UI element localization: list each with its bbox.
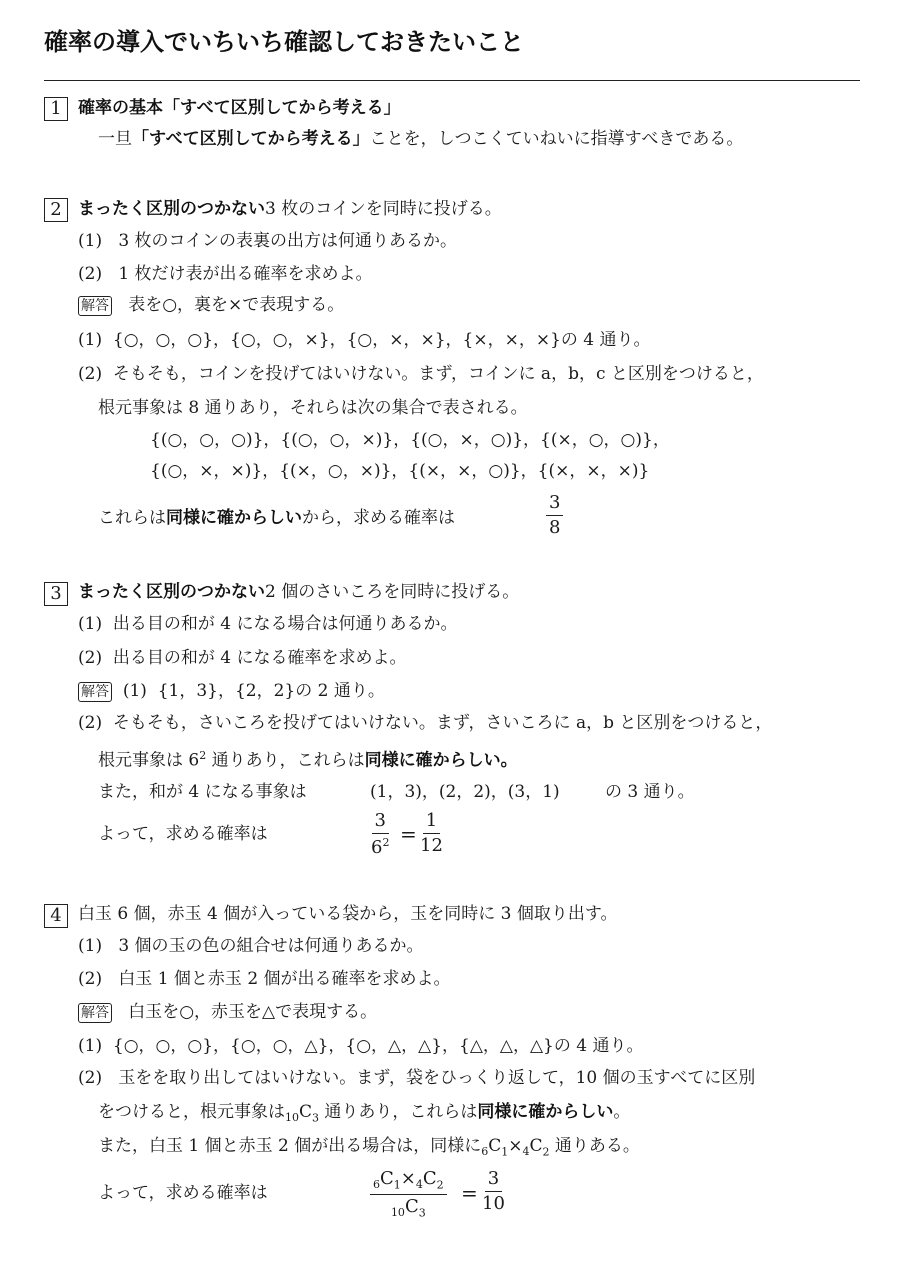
section-4-heading: 白玉 6 個，赤玉 4 個が入っている袋から，玉を同時に 3 個取り出す。 — [78, 904, 618, 924]
q-text: 3 個の玉の色の組合せは何通りあるか。 — [118, 936, 424, 956]
denominator: 12 — [420, 835, 443, 856]
comb-sub: 1 — [393, 1178, 401, 1192]
denominator: 10 — [482, 1193, 505, 1214]
section-2-result-fraction — [546, 494, 563, 537]
section-3-a2-line2 — [98, 750, 518, 770]
q-text: 3 枚のコインの表裏の出方は何通りあるか。 — [118, 231, 458, 251]
section-3-q1 — [78, 616, 458, 633]
numerator — [370, 1170, 447, 1195]
answer-intro-text: 白玉を○，赤玉を△で表現する。 — [128, 1002, 378, 1022]
section-2-a2-line1 — [78, 366, 764, 383]
comb-letter: C — [488, 1136, 502, 1156]
heading-rest: 2 個のさいころを同時に投げる。 — [265, 582, 520, 602]
section-3-event-pre: また，和が 4 になる事象は — [98, 782, 307, 802]
section-2-set-row1: {(○，○，○)}，{(○，○，×)}，{(○，×，○)}，{(×，○，○)}， — [150, 430, 670, 450]
body-suffix: ことを，しつこくていねいに指導すべきである。 — [369, 129, 744, 149]
conclusion-bold: 同様に確からしい — [166, 508, 302, 528]
section-4-q2 — [78, 971, 451, 988]
section-2-q2 — [78, 266, 373, 283]
section-3-event-list: (1，3)，(2，2)，(3，1) — [370, 782, 560, 802]
comb-pre: 6 — [481, 1145, 489, 1158]
title-divider — [44, 80, 860, 81]
q-text: 出る目の和が 4 になる確率を求めよ。 — [112, 648, 407, 668]
times-sign: × — [508, 1136, 523, 1156]
section-2-a1 — [78, 332, 651, 349]
section-2-heading — [78, 201, 502, 218]
answer-badge: 解答 — [78, 682, 112, 702]
section-3-fraction-right — [420, 812, 443, 855]
comb-sub: 3 — [418, 1206, 426, 1220]
section-2-conclusion — [98, 510, 455, 527]
section-2-set-row2: {(○，×，×)}，{(×，○，×)}，{(×，×，○)}，{(×，×，×)} — [150, 461, 650, 481]
bold-text: 同様に確からしい。 — [364, 750, 518, 771]
section-4-conclusion: よって，求める確率は — [98, 1183, 268, 1203]
exponent: 2 — [382, 836, 390, 849]
base: 6 — [371, 837, 383, 858]
section-4-q1 — [78, 938, 424, 955]
exponent: 2 — [199, 749, 207, 762]
section-1-heading: 確率の基本「すべて区別してから考える」 — [78, 98, 401, 118]
page-title: 確率の導入でいちいち確認しておきたいこと — [44, 28, 524, 56]
conclusion-pre: これらは — [98, 508, 166, 528]
a-label: (1) — [78, 1036, 103, 1056]
section-3-fraction-left — [371, 812, 389, 857]
comb-letter: C — [299, 1102, 313, 1122]
a-label: (1) — [122, 681, 147, 701]
q-label: (1) — [78, 614, 103, 634]
q-label: (1) — [78, 231, 103, 251]
a-text: 玉をを取り出してはいけない。まず，袋をひっくり返して，10 個の玉すべてに区別 — [118, 1068, 756, 1088]
comb-letter: C — [422, 1168, 437, 1189]
section-2-a2-line2: 根元事象は 8 通りあり，それらは次の集合で表される。 — [98, 398, 528, 418]
answer-intro-text: 表を○，裏を×で表現する。 — [128, 295, 345, 315]
section-4-fraction-right — [482, 1170, 505, 1213]
section-2-answer-intro — [78, 296, 344, 316]
section-3-event-post: の 3 通り。 — [605, 782, 695, 802]
equals-sign: = — [461, 1181, 478, 1205]
section-3-number: 3 — [44, 582, 68, 606]
comb-pre: 10 — [285, 1111, 299, 1124]
conclusion-post: から，求める確率は — [302, 508, 455, 528]
text: をつけると，根元事象は — [98, 1102, 285, 1122]
comb-pre: 4 — [415, 1178, 423, 1191]
comb-sub: 3 — [312, 1111, 320, 1125]
comb-letter: C — [380, 1168, 394, 1189]
section-3-heading — [78, 584, 519, 601]
section-4-fraction-left — [370, 1170, 447, 1218]
text: 通りあり，これらは — [206, 750, 365, 771]
text: 。 — [613, 1102, 631, 1122]
comb-pre: 4 — [522, 1145, 530, 1158]
section-4-number: 4 — [44, 904, 68, 928]
section-2-number: 2 — [44, 198, 68, 222]
text: 通りあり，これらは — [319, 1102, 478, 1122]
section-3-q2 — [78, 650, 407, 667]
comb-letter: C — [404, 1195, 419, 1217]
numerator: 3 — [546, 494, 563, 516]
section-3-a1 — [78, 682, 385, 702]
denominator — [391, 1195, 426, 1219]
times-sign: × — [400, 1168, 416, 1189]
section-4-a2-line1 — [78, 1070, 755, 1087]
text: 根元事象は 6 — [98, 750, 200, 771]
answer-badge: 解答 — [78, 1003, 112, 1023]
body-bold: 「すべて区別してから考える」 — [132, 129, 370, 149]
denominator: 8 — [549, 517, 561, 538]
comb-sub: 2 — [436, 1178, 444, 1192]
a-text: {○，○，○}，{○，○，△}，{○，△，△}，{△，△，△}の 4 通り。 — [112, 1036, 644, 1056]
section-1-body — [98, 131, 743, 148]
q-label: (1) — [78, 936, 103, 956]
numerator: 3 — [372, 812, 389, 834]
body-prefix: 一旦 — [98, 129, 132, 149]
comb-sub: 1 — [501, 1145, 509, 1159]
q-label: (2) — [78, 264, 103, 284]
section-4-a1 — [78, 1038, 644, 1055]
equals-sign: = — [400, 822, 417, 846]
section-3-conclusion: よって，求める確率は — [98, 824, 268, 844]
answer-badge: 解答 — [78, 296, 112, 316]
comb-pre: 10 — [390, 1205, 405, 1219]
comb-letter: C — [529, 1136, 543, 1156]
section-4-answer-intro — [78, 1003, 377, 1023]
heading-rest: 3 枚のコインを同時に投げる。 — [265, 199, 502, 219]
denominator — [371, 834, 389, 857]
heading-bold: まったく区別のつかない — [78, 199, 265, 219]
numerator: 1 — [423, 812, 440, 834]
comb-sub: 2 — [542, 1145, 550, 1159]
section-4-case — [98, 1138, 640, 1157]
q-label: (2) — [78, 969, 103, 989]
a-label: (1) — [78, 330, 103, 350]
a-label: (2) — [78, 1068, 103, 1088]
a-text: そもそも，さいころを投げてはいけない。まず，さいころに a，b と区別をつけると， — [112, 713, 773, 733]
section-4-a2-line2 — [98, 1104, 630, 1123]
q-label: (2) — [78, 648, 103, 668]
numerator: 3 — [485, 1170, 502, 1192]
text: また，白玉 1 個と赤玉 2 個が出る場合は，同様に — [98, 1136, 482, 1156]
q-text: 1 枚だけ表が出る確率を求めよ。 — [118, 264, 373, 284]
a-label: (2) — [78, 364, 103, 384]
heading-bold: まったく区別のつかない — [78, 582, 265, 602]
a-text: そもそも，コインを投げてはいけない。まず，コインに a，b，c と区別をつけると， — [112, 364, 764, 384]
a-text: {1，3}，{2，2}の 2 通り。 — [157, 681, 385, 701]
q-text: 出る目の和が 4 になる場合は何通りあるか。 — [112, 614, 458, 634]
section-2-q1 — [78, 233, 457, 250]
bold-text: 同様に確からしい — [477, 1102, 614, 1122]
comb-pre: 6 — [373, 1178, 380, 1191]
q-text: 白玉 1 個と赤玉 2 個が出る確率を求めよ。 — [118, 969, 451, 989]
a-text: {○，○，○}，{○，○，×}，{○，×，×}，{×，×，×}の 4 通り。 — [112, 330, 651, 350]
section-3-a2-line1 — [78, 715, 772, 732]
section-1-number: 1 — [44, 97, 68, 121]
text: 通りある。 — [549, 1136, 640, 1156]
a-label: (2) — [78, 713, 103, 733]
